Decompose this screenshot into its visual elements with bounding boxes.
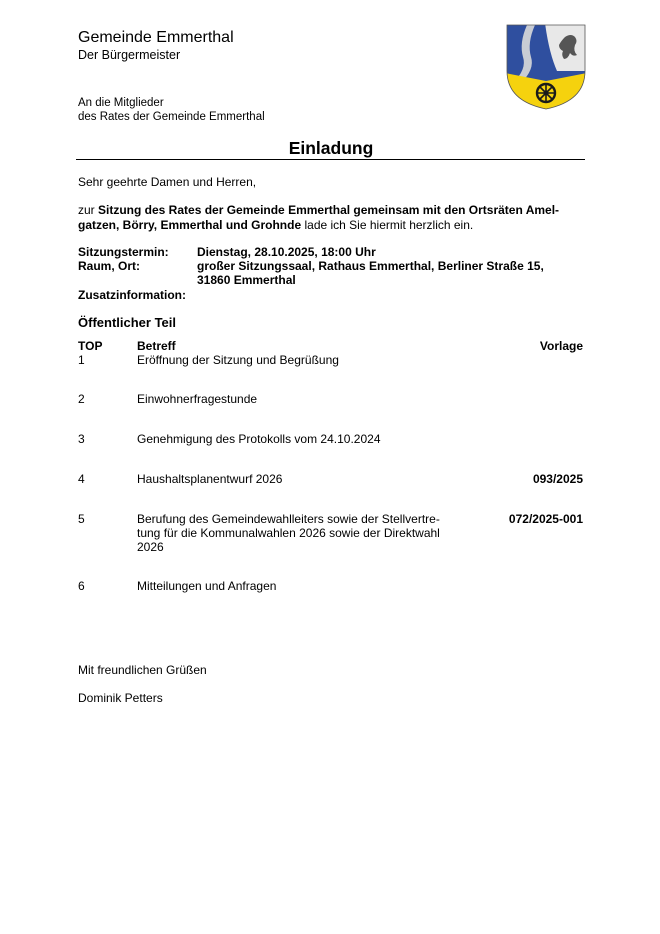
- location-line-1: großer Sitzungssaal, Rathaus Emmerthal, Berliner Straße 15,: [197, 259, 544, 273]
- agenda-subject-line: 2026: [137, 540, 164, 554]
- recipient-address: [78, 96, 265, 124]
- date-label: Sitzungstermin:: [78, 245, 169, 259]
- office-name: Der Bürgermeister: [78, 48, 181, 62]
- agenda-header-top: TOP: [78, 339, 103, 353]
- document-title: Einladung: [288, 138, 374, 158]
- recipient-line-1: An die Mitglieder: [78, 97, 164, 109]
- agenda-header-template: Vorlage: [539, 339, 583, 353]
- intro-bold: Sitzung des Rates der Gemeinde Emmerthal gemeinsam mit den Ortsräten Amelgatzen, Börry, Emmerthal und Grohnde: [78, 203, 560, 232]
- agenda-subject-line: tung für die Kommunalwahlen 2026 sowie der Direktwahl: [137, 526, 440, 540]
- agenda-subject-line: Berufung des Gemeindewahlleiters sowie der Stellvertre-: [137, 512, 440, 526]
- agenda-header-subject: Betreff: [137, 339, 176, 353]
- agenda-template-number: 072/2025-001: [508, 512, 583, 526]
- title-divider: [76, 159, 585, 160]
- recipient-line-2: des Rates der Gemeinde Emmerthal: [78, 111, 265, 123]
- agenda-top-number: 2: [78, 392, 85, 406]
- agenda-template-number: 093/2025: [532, 472, 583, 486]
- agenda-top-number: 3: [78, 432, 85, 446]
- intro-prefix: zur: [78, 203, 99, 217]
- closing-greeting: Mit freundlichen Grüßen: [78, 663, 207, 677]
- intro-suffix: lade ich Sie hiermit herzlich ein.: [301, 217, 474, 232]
- agenda-subject: [137, 512, 467, 554]
- agenda-top-number: 1: [78, 353, 85, 367]
- agenda-subject: Eröffnung der Sitzung und Begrüßung: [137, 353, 339, 367]
- location-value: [197, 259, 587, 287]
- coat-of-arms-icon: [505, 23, 587, 111]
- signatory-name: Dominik Petters: [78, 691, 163, 705]
- agenda-subject: Haushaltsplanentwurf 2026: [137, 472, 283, 486]
- section-title: Öffentlicher Teil: [78, 315, 176, 330]
- salutation: Sehr geehrte Damen und Herren,: [78, 175, 257, 189]
- agenda-subject: Einwohnerfragestunde: [137, 392, 258, 406]
- location-line-2: 31860 Emmerthal: [197, 273, 296, 287]
- agenda-top-number: 5: [78, 512, 85, 526]
- intro-paragraph: [78, 203, 583, 232]
- agenda-top-number: 6: [78, 579, 85, 593]
- agenda-subject: Mitteilungen und Anfragen: [137, 579, 277, 593]
- agenda-subject: Genehmigung des Protokolls vom 24.10.2024: [137, 432, 381, 446]
- location-label: Raum, Ort:: [78, 259, 141, 273]
- organization-name: Gemeinde Emmerthal: [78, 29, 234, 46]
- agenda-top-number: 4: [78, 472, 85, 486]
- date-value: Dienstag, 28.10.2025, 18:00 Uhr: [197, 245, 376, 259]
- extra-info-label: Zusatzinformation:: [78, 288, 186, 302]
